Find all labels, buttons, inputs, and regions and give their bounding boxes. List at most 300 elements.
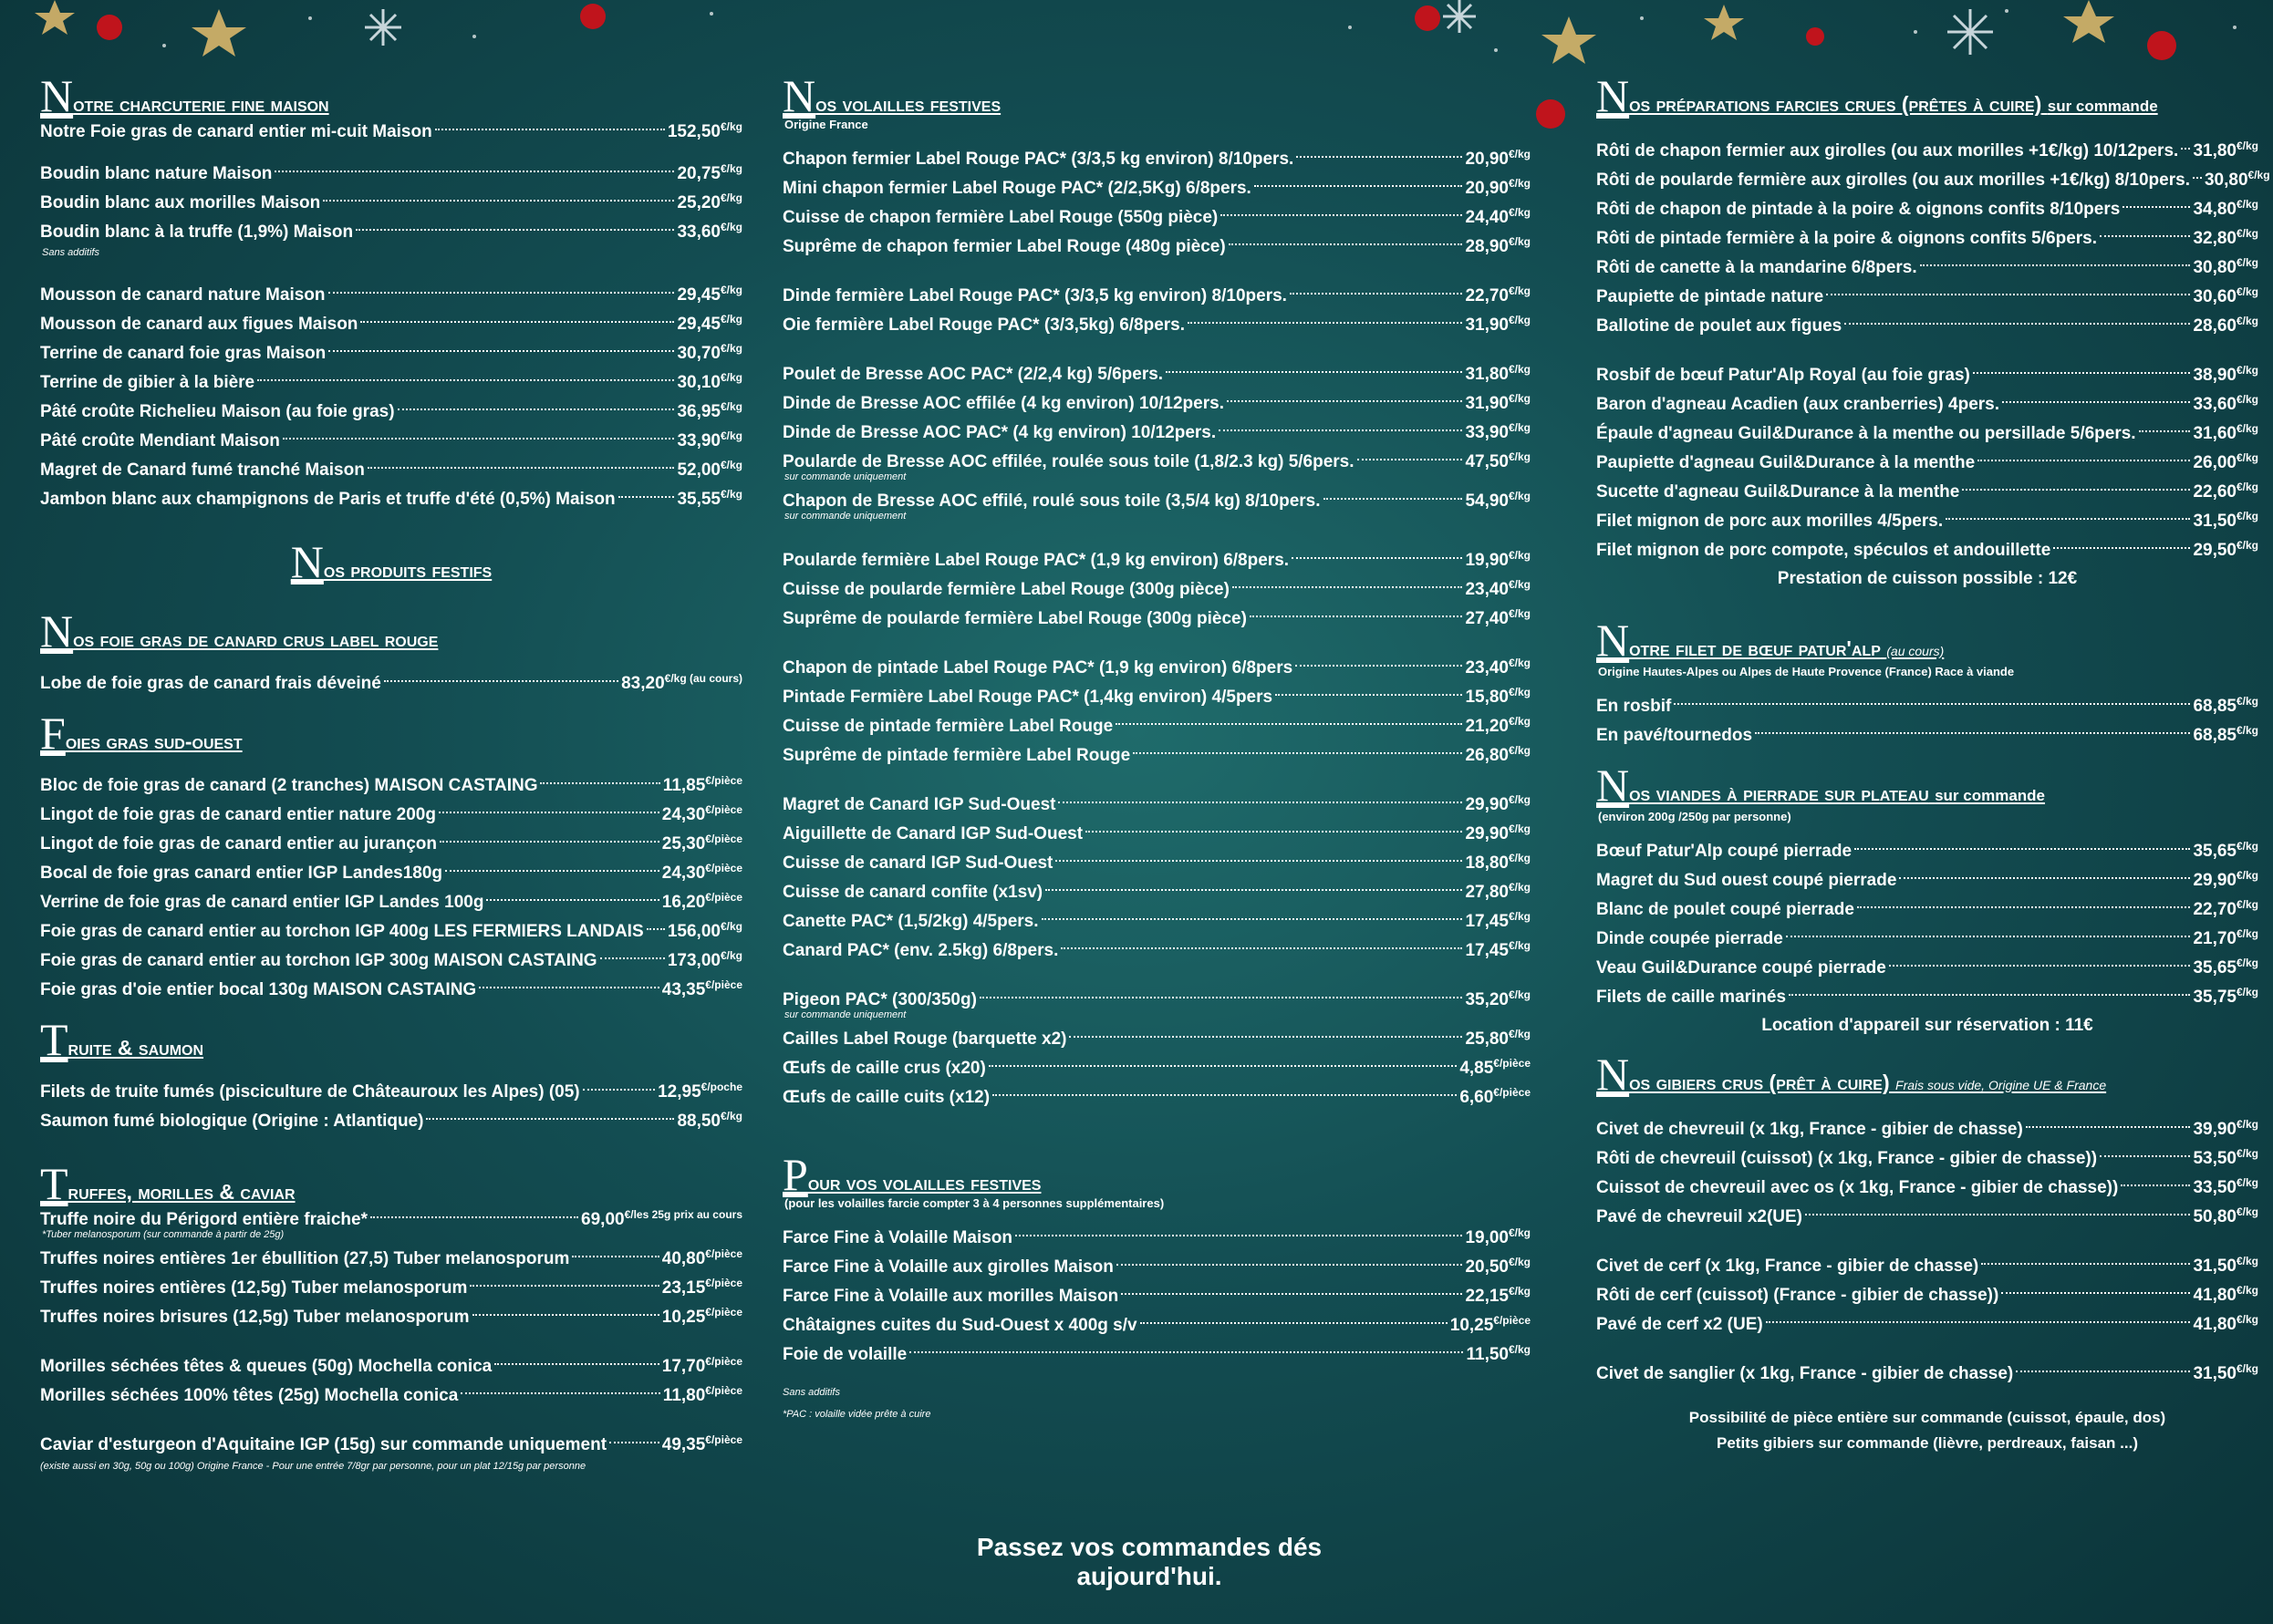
menu-item xyxy=(783,282,1531,311)
item-price: 29,90 xyxy=(1465,824,1509,843)
leader-dots xyxy=(992,1093,1457,1096)
menu-item xyxy=(1596,721,2258,750)
leader-dots xyxy=(494,1362,659,1365)
item-price: 68,85 xyxy=(2193,726,2237,745)
menu-item xyxy=(783,849,1531,878)
menu-item xyxy=(40,1431,742,1460)
item-name: Dinde de Bresse AOC PAC* (4 kg environ) 10/12pers. xyxy=(783,423,1217,442)
item-price: 50,80 xyxy=(2193,1207,2237,1226)
item-name: Poularde de Bresse AOC effilée, roulée sous toile (1,8/2.3 kg) 5/6pers. xyxy=(783,452,1354,471)
item-price: 19,90 xyxy=(1465,551,1509,570)
item-unit: €/kg xyxy=(720,284,742,296)
item-unit: €/kg xyxy=(1508,686,1531,698)
item-unit: €/pièce xyxy=(705,862,742,874)
item-unit: €/kg xyxy=(2236,869,2258,882)
item-note: sur commande uniquement xyxy=(784,1009,907,1020)
menu-item xyxy=(40,310,742,339)
section-subtitle-pierrade: (environ 200g /250g par personne) xyxy=(1598,810,1791,823)
leader-dots xyxy=(2100,234,2190,237)
item-price: 25,80 xyxy=(1465,1029,1509,1049)
item-price: 54,90 xyxy=(1465,491,1509,511)
item-price: 35,65 xyxy=(2193,842,2237,861)
item-name: Rôti de chevreuil (cuissot) (x 1kg, France - gibier de chasse)) xyxy=(1596,1149,2098,1168)
item-group xyxy=(1596,137,2270,341)
item-unit: €/kg xyxy=(720,949,742,962)
item-unit: €/kg xyxy=(2236,1176,2258,1189)
item-price: 31,80 xyxy=(2193,141,2237,160)
item-price: 11,50 xyxy=(1466,1345,1509,1364)
leader-dots xyxy=(1292,556,1462,559)
leader-dots xyxy=(1069,1035,1462,1038)
menu-item xyxy=(783,683,1531,712)
item-name: Bocal de foie gras canard entier IGP Landes180g xyxy=(40,864,443,883)
leader-dots xyxy=(2026,1125,2191,1128)
item-unit: €/kg xyxy=(2236,1362,2258,1375)
item-name: Châtaignes cuites du Sud-Ouest x 400g s/v xyxy=(783,1316,1137,1335)
item-name: Paupiette d'agneau Guil&Durance à la menthe xyxy=(1596,453,1976,472)
item-price: 47,50 xyxy=(1465,452,1509,471)
menu-item xyxy=(1596,925,2258,954)
leader-dots xyxy=(980,996,1463,998)
cuisson-note: Prestation de cuisson possible : 12€ xyxy=(1777,569,2078,588)
menu-item xyxy=(40,1107,742,1136)
item-name: Saumon fumé biologique (Origine : Atlantique) xyxy=(40,1112,424,1131)
leader-dots xyxy=(360,320,674,323)
item-name: Cuisse de poularde fermière Label Rouge (300g pièce) xyxy=(783,580,1230,599)
item-price: 18,80 xyxy=(1465,853,1509,873)
leader-dots xyxy=(479,986,659,988)
menu-item xyxy=(1596,954,2258,983)
item-name: Foie de volaille xyxy=(783,1345,908,1364)
leader-dots xyxy=(618,495,675,498)
item-name: Canette PAC* (1,5/2kg) 4/5pers. xyxy=(783,912,1039,931)
item-price: 49,35 xyxy=(661,1435,706,1454)
item-unit: €/pièce xyxy=(705,891,742,904)
item-name: Sucette d'agneau Guil&Durance à la menthe xyxy=(1596,482,1960,502)
menu-item xyxy=(40,801,742,830)
item-price: 30,70 xyxy=(677,344,721,363)
item-name: Boudin blanc nature Maison xyxy=(40,164,273,183)
item-unit: €/kg xyxy=(720,221,742,233)
section-title-sud-ouest: Foies gras sud-ouest xyxy=(40,708,243,759)
red-ornament-icon xyxy=(1532,96,1569,132)
item-unit: €/pièce xyxy=(705,803,742,816)
leader-dots xyxy=(1854,847,2190,850)
item-name: Truffe noire du Périgord entière fraiche* xyxy=(40,1210,368,1229)
item-price: 31,90 xyxy=(1465,315,1509,335)
item-unit: €/kg xyxy=(1508,1343,1531,1356)
leader-dots xyxy=(1766,1320,2191,1323)
item-price: 41,80 xyxy=(2193,1286,2237,1305)
leader-dots xyxy=(2053,546,2190,549)
leader-dots xyxy=(1232,585,1463,588)
item-price: 23,15 xyxy=(661,1278,706,1298)
item-unit: €/les 25g prix au cours xyxy=(624,1208,742,1221)
item-price: 11,80 xyxy=(662,1386,706,1405)
item-price: 22,70 xyxy=(1465,286,1509,305)
menu-item xyxy=(1596,419,2258,449)
item-unit: €/pièce xyxy=(705,978,742,991)
leader-dots xyxy=(2193,176,2202,179)
item-group xyxy=(1596,1360,2258,1389)
item-price: 12,95 xyxy=(658,1082,701,1102)
menu-item xyxy=(1596,312,2258,341)
item-price: 52,00 xyxy=(677,460,721,480)
item-name: Mousson de canard aux figues Maison xyxy=(40,315,358,334)
leader-dots xyxy=(540,781,659,784)
menu-item xyxy=(40,1078,742,1107)
item-name: Pâté croûte Mendiant Maison xyxy=(40,431,280,450)
item-name: Filets de truite fumés (pisciculture de Châteauroux les Alpes) (05) xyxy=(40,1082,580,1102)
leader-dots xyxy=(2016,1370,2190,1372)
item-name: Chapon de Bresse AOC effilé, roulé sous toile (3,5/4 kg) 8/10pers. xyxy=(783,491,1321,511)
item-name: Bœuf Patur'Alp coupé pierrade xyxy=(1596,842,1853,861)
leader-dots xyxy=(2001,1291,2190,1294)
item-name: Civet de sanglier (x 1kg, France - gibier de chasse) xyxy=(1596,1364,2014,1383)
item-unit: €/poche xyxy=(701,1081,742,1093)
menu-item xyxy=(783,1054,1531,1083)
leader-dots xyxy=(384,679,618,682)
item-price: 20,90 xyxy=(1465,179,1509,198)
leader-dots xyxy=(1962,488,2190,491)
item-name: Truffes noires brisures (12,5g) Tuber melanosporum xyxy=(40,1308,470,1327)
leader-dots xyxy=(461,1391,659,1394)
item-unit: €/kg xyxy=(2247,169,2270,181)
item-price: 27,40 xyxy=(1465,609,1509,628)
order-call-to-action: Passez vos commandes dés aujourd'hui. xyxy=(976,1533,1323,1590)
menu-item xyxy=(1596,507,2258,536)
menu-item xyxy=(1596,361,2258,390)
section-title-pour-volailles: Pour vos volailles festives xyxy=(783,1149,1042,1200)
menu-item xyxy=(783,546,1531,575)
leader-dots xyxy=(909,1350,1463,1353)
item-name: Pavé de cerf x2 (UE) xyxy=(1596,1315,1763,1334)
item-price: 17,70 xyxy=(661,1357,706,1376)
leader-dots xyxy=(1899,876,2190,879)
item-unit: €/kg xyxy=(1508,206,1531,219)
menu-item xyxy=(1596,449,2258,478)
sans-additifs-note: Sans additifs xyxy=(42,247,99,258)
item-unit: €/kg xyxy=(2236,1118,2258,1131)
item-unit: €/kg xyxy=(720,162,742,175)
item-name: Rôti de cerf (cuissot) (France - gibier de chasse)) xyxy=(1596,1286,1999,1305)
item-unit: €/kg xyxy=(1508,490,1531,502)
item-price: 41,80 xyxy=(2193,1315,2237,1334)
item-price: 152,50 xyxy=(667,122,721,141)
menu-item xyxy=(1596,1281,2258,1310)
item-name: Magret de Canard fumé tranché Maison xyxy=(40,460,365,480)
menu-item xyxy=(40,427,742,456)
item-name: Civet de cerf (x 1kg, France - gibier de chasse) xyxy=(1596,1257,1979,1276)
menu-item xyxy=(1596,390,2258,419)
item-price: 24,30 xyxy=(661,864,706,883)
item-name: Cuisse de canard IGP Sud-Ouest xyxy=(783,853,1053,873)
menu-item xyxy=(1596,1115,2258,1144)
item-group xyxy=(783,791,1531,966)
item-unit: €/kg xyxy=(2236,510,2258,522)
item-unit: €/kg xyxy=(2236,1313,2258,1326)
menu-item xyxy=(40,1352,742,1381)
menu-item xyxy=(40,1381,742,1411)
section-title-truite: Truite & saumon xyxy=(40,1014,204,1065)
item-price: 35,55 xyxy=(677,490,721,509)
menu-item xyxy=(783,389,1531,419)
item-name: Dinde de Bresse AOC effilée (4 kg environ) 10/12pers. xyxy=(783,394,1224,413)
item-unit: €/kg xyxy=(2236,1147,2258,1160)
item-price: 10,25 xyxy=(661,1308,706,1327)
item-group xyxy=(783,282,1531,340)
item-name: Rôti de chapon de pintade à la poire & oignons confits 8/10pers xyxy=(1596,200,2121,219)
item-price: 33,60 xyxy=(2193,395,2237,414)
item-unit: €/kg xyxy=(1508,421,1531,434)
leader-dots xyxy=(1133,751,1462,754)
item-price: 34,80 xyxy=(2193,200,2237,219)
leader-dots xyxy=(1755,731,2190,734)
item-name: Pigeon PAC* (300/350g) xyxy=(783,990,977,1009)
item-unit: €/kg xyxy=(2236,256,2258,269)
menu-item xyxy=(783,311,1531,340)
item-unit: €/kg xyxy=(2236,1284,2258,1297)
menu-item xyxy=(40,398,742,427)
item-price: 33,90 xyxy=(1465,423,1509,442)
leader-dots xyxy=(1857,905,2190,908)
menu-item xyxy=(40,485,742,514)
item-price: 33,90 xyxy=(677,431,721,450)
item-unit: €/kg xyxy=(1508,822,1531,835)
item-price: 31,50 xyxy=(2193,1364,2237,1383)
item-price: 24,40 xyxy=(1465,208,1509,227)
item-name: Filet mignon de porc compote, spéculos et andouillette xyxy=(1596,541,2051,560)
menu-item xyxy=(783,575,1531,605)
leader-dots xyxy=(1323,497,1463,500)
item-unit: €/kg xyxy=(2236,315,2258,327)
item-name: Notre Foie gras de canard entier mi-cuit Maison xyxy=(40,122,432,141)
item-unit: €/kg xyxy=(1508,988,1531,1001)
menu-item xyxy=(1596,1144,2258,1174)
menu-item xyxy=(40,218,742,247)
item-price: 36,95 xyxy=(677,402,721,421)
item-unit: €/kg xyxy=(2236,227,2258,240)
item-unit: €/kg xyxy=(2236,393,2258,406)
item-price: 30,80 xyxy=(2193,258,2237,277)
section-title-foie-crus: Nos foie gras de canard crus label rouge xyxy=(40,605,439,657)
item-unit: €/pièce xyxy=(1493,1057,1531,1070)
item-price: 69,00 xyxy=(581,1210,625,1229)
leader-dots xyxy=(1227,399,1462,402)
item-price: 20,90 xyxy=(1465,150,1509,169)
item-name: Bloc de foie gras de canard (2 tranches) MAISON CASTAING xyxy=(40,776,538,795)
item-name: Canard PAC* (env. 2.5kg) 6/8pers. xyxy=(783,941,1059,960)
item-name: Veau Guil&Durance coupé pierrade xyxy=(1596,958,1886,978)
item-name: Lobe de foie gras de canard frais déveiné xyxy=(40,674,381,693)
leader-dots xyxy=(1220,213,1462,216)
item-name: Jambon blanc aux champignons de Paris et truffe d'été (0,5%) Maison xyxy=(40,490,616,509)
item-unit: €/kg xyxy=(1508,314,1531,326)
menu-item xyxy=(40,888,742,917)
leader-dots xyxy=(257,378,674,381)
item-name: Rosbif de bœuf Patur'Alp Royal (au foie gras) xyxy=(1596,366,1970,385)
leader-dots xyxy=(1121,1292,1462,1295)
item-unit: €/kg xyxy=(1508,657,1531,669)
leader-dots xyxy=(1889,964,2191,967)
leader-dots xyxy=(1296,155,1462,158)
section-title-pierrade: Nos viandes à pierrade sur plateau sur commande xyxy=(1596,760,2046,811)
item-name: Rôti de canette à la mandarine 6/8pers. xyxy=(1596,258,1917,277)
item-unit: €/kg xyxy=(2236,422,2258,435)
leader-dots xyxy=(989,1064,1457,1067)
leader-dots xyxy=(1250,615,1463,617)
leader-dots xyxy=(1229,243,1463,245)
leader-dots xyxy=(1844,322,2190,325)
item-unit: €/kg xyxy=(2236,724,2258,737)
menu-item xyxy=(40,368,742,398)
item-price: 17,45 xyxy=(1465,912,1509,931)
menu-item xyxy=(783,360,1531,389)
menu-item xyxy=(1596,866,2258,895)
leader-dots xyxy=(398,408,675,410)
leader-dots xyxy=(1357,458,1463,460)
location-note: Location d'appareil sur réservation : 11€ xyxy=(1761,1016,2093,1035)
item-unit: €/kg xyxy=(1508,392,1531,405)
item-unit: €/kg xyxy=(2236,140,2258,152)
item-price: 6,60 xyxy=(1459,1088,1494,1107)
item-unit: €/kg xyxy=(2236,957,2258,969)
leader-dots xyxy=(1275,693,1462,696)
menu-item xyxy=(1596,166,2270,195)
item-name: Poularde fermière Label Rouge PAC* (1,9 kg environ) 6/8pers. xyxy=(783,551,1290,570)
item-unit: €/kg xyxy=(2236,1205,2258,1218)
item-unit: €/kg xyxy=(2236,451,2258,464)
item-name: Lingot de foie gras de canard entier au jurançon xyxy=(40,834,437,853)
item-note: sur commande uniquement xyxy=(784,471,907,482)
item-name: Magret du Sud ouest coupé pierrade xyxy=(1596,871,1897,890)
menu-item xyxy=(783,174,1531,203)
item-price: 173,00 xyxy=(667,951,721,970)
item-unit: €/kg xyxy=(1508,939,1531,952)
item-name: Terrine de gibier à la bière xyxy=(40,373,255,392)
item-name: Foie gras de canard entier au torchon IGP 400g LES FERMIERS LANDAIS xyxy=(40,922,644,941)
menu-item xyxy=(783,936,1531,966)
pac-note: *PAC : volaille vidée prête à cuire xyxy=(783,1409,931,1420)
menu-item xyxy=(1596,195,2258,224)
item-unit: €/kg xyxy=(2236,364,2258,377)
item-name: Cuisse de pintade fermière Label Rouge xyxy=(783,717,1114,736)
item-name: En rosbif xyxy=(1596,697,1672,716)
menu-item xyxy=(1596,837,2258,866)
item-unit: €/kg xyxy=(1508,148,1531,160)
leader-dots xyxy=(2181,147,2190,150)
item-unit: €/pièce xyxy=(705,1277,742,1289)
item-price: 43,35 xyxy=(661,980,706,999)
section-title-charcuterie: Notre charcuterie fine maison xyxy=(40,70,329,121)
item-unit: €/kg xyxy=(1508,1256,1531,1268)
section-title-filet: Notre filet de bœuf patur'alp (au cours) xyxy=(1596,615,1945,666)
menu-item xyxy=(783,791,1531,820)
leader-dots xyxy=(1946,517,2190,520)
item-price: 31,80 xyxy=(1465,365,1509,384)
leader-dots xyxy=(1061,946,1462,949)
item-price: 31,50 xyxy=(2193,1257,2237,1276)
item-name: Suprême de chapon fermier Label Rouge (480g pièce) xyxy=(783,237,1226,256)
item-unit: €/pièce xyxy=(705,1384,742,1397)
menu-item xyxy=(783,1224,1531,1253)
item-unit: €/kg xyxy=(720,191,742,204)
item-name: En pavé/tournedos xyxy=(1596,726,1753,745)
leader-dots xyxy=(1042,917,1463,920)
leader-dots xyxy=(572,1255,659,1257)
right-column xyxy=(1596,70,2270,1456)
menu-item xyxy=(783,605,1531,634)
item-price: 29,45 xyxy=(677,285,721,305)
leader-dots xyxy=(368,466,675,469)
item-price: 38,90 xyxy=(2193,366,2237,385)
item-unit: €/kg xyxy=(1508,607,1531,620)
item-price: 29,90 xyxy=(2193,871,2237,890)
item-price: 4,85 xyxy=(1459,1059,1494,1078)
item-name: Foie gras d'oie entier bocal 130g MAISON CASTAING xyxy=(40,980,477,999)
item-note: sur commande uniquement xyxy=(784,511,907,522)
section-title-festifs: Nos produits festifs xyxy=(290,536,493,587)
leader-dots xyxy=(435,128,665,130)
item-name: Pâté croûte Richelieu Maison (au foie gras) xyxy=(40,402,395,421)
item-price: 83,20 xyxy=(621,674,665,693)
item-price: 23,40 xyxy=(1465,580,1509,599)
leader-dots xyxy=(275,170,674,172)
item-price: 33,60 xyxy=(677,222,721,242)
menu-item xyxy=(783,820,1531,849)
item-price: 20,50 xyxy=(1465,1257,1509,1277)
item-price: 25,30 xyxy=(661,834,706,853)
item-price: 21,70 xyxy=(2193,929,2237,948)
item-name: Magret de Canard IGP Sud-Ouest xyxy=(783,795,1056,814)
menu-item xyxy=(1596,137,2258,166)
leader-dots xyxy=(356,228,674,231)
leader-dots xyxy=(1981,1262,2190,1265)
item-price: 24,30 xyxy=(661,805,706,824)
item-name: Filet mignon de porc aux morilles 4/5pers. xyxy=(1596,512,1944,531)
item-unit: €/kg xyxy=(2236,898,2258,911)
item-group xyxy=(783,360,1531,522)
menu-item xyxy=(1596,1310,2258,1340)
item-group xyxy=(783,986,1531,1112)
menu-item xyxy=(1596,692,2258,721)
menu-item xyxy=(1596,1252,2258,1281)
section-subtitle-pour-volailles: (pour les volailles farcie compter 3 à 4 personnes supplémentaires) xyxy=(784,1196,1165,1210)
item-unit: €/kg xyxy=(1508,363,1531,376)
item-price: 29,50 xyxy=(2193,541,2237,560)
item-name: Civet de chevreuil (x 1kg, France - gibier de chasse) xyxy=(1596,1120,2023,1139)
leader-dots xyxy=(1674,702,2190,705)
menu-item xyxy=(1596,1360,2258,1389)
leader-dots xyxy=(609,1441,659,1443)
item-name: Chapon de pintade Label Rouge PAC* (1,9 kg environ) 6/8pers xyxy=(783,658,1293,678)
item-price: 29,45 xyxy=(677,315,721,334)
section-title-volailles: Nos volailles festives xyxy=(783,70,1002,121)
sans-additifs-note: Sans additifs xyxy=(783,1387,840,1398)
item-unit: €/kg xyxy=(2236,927,2258,940)
menu-item xyxy=(783,1025,1531,1054)
item-price: 53,50 xyxy=(2193,1149,2237,1168)
menu-item xyxy=(783,1253,1531,1282)
menu-item xyxy=(40,917,742,946)
menu-item xyxy=(1596,478,2258,507)
leader-dots xyxy=(1188,321,1462,324)
item-name: Lingot de foie gras de canard entier nature 200g xyxy=(40,805,436,824)
item-price: 30,60 xyxy=(2193,287,2237,306)
item-unit: €/kg xyxy=(720,313,742,326)
left-column xyxy=(40,70,742,1473)
leader-dots xyxy=(470,1284,659,1287)
